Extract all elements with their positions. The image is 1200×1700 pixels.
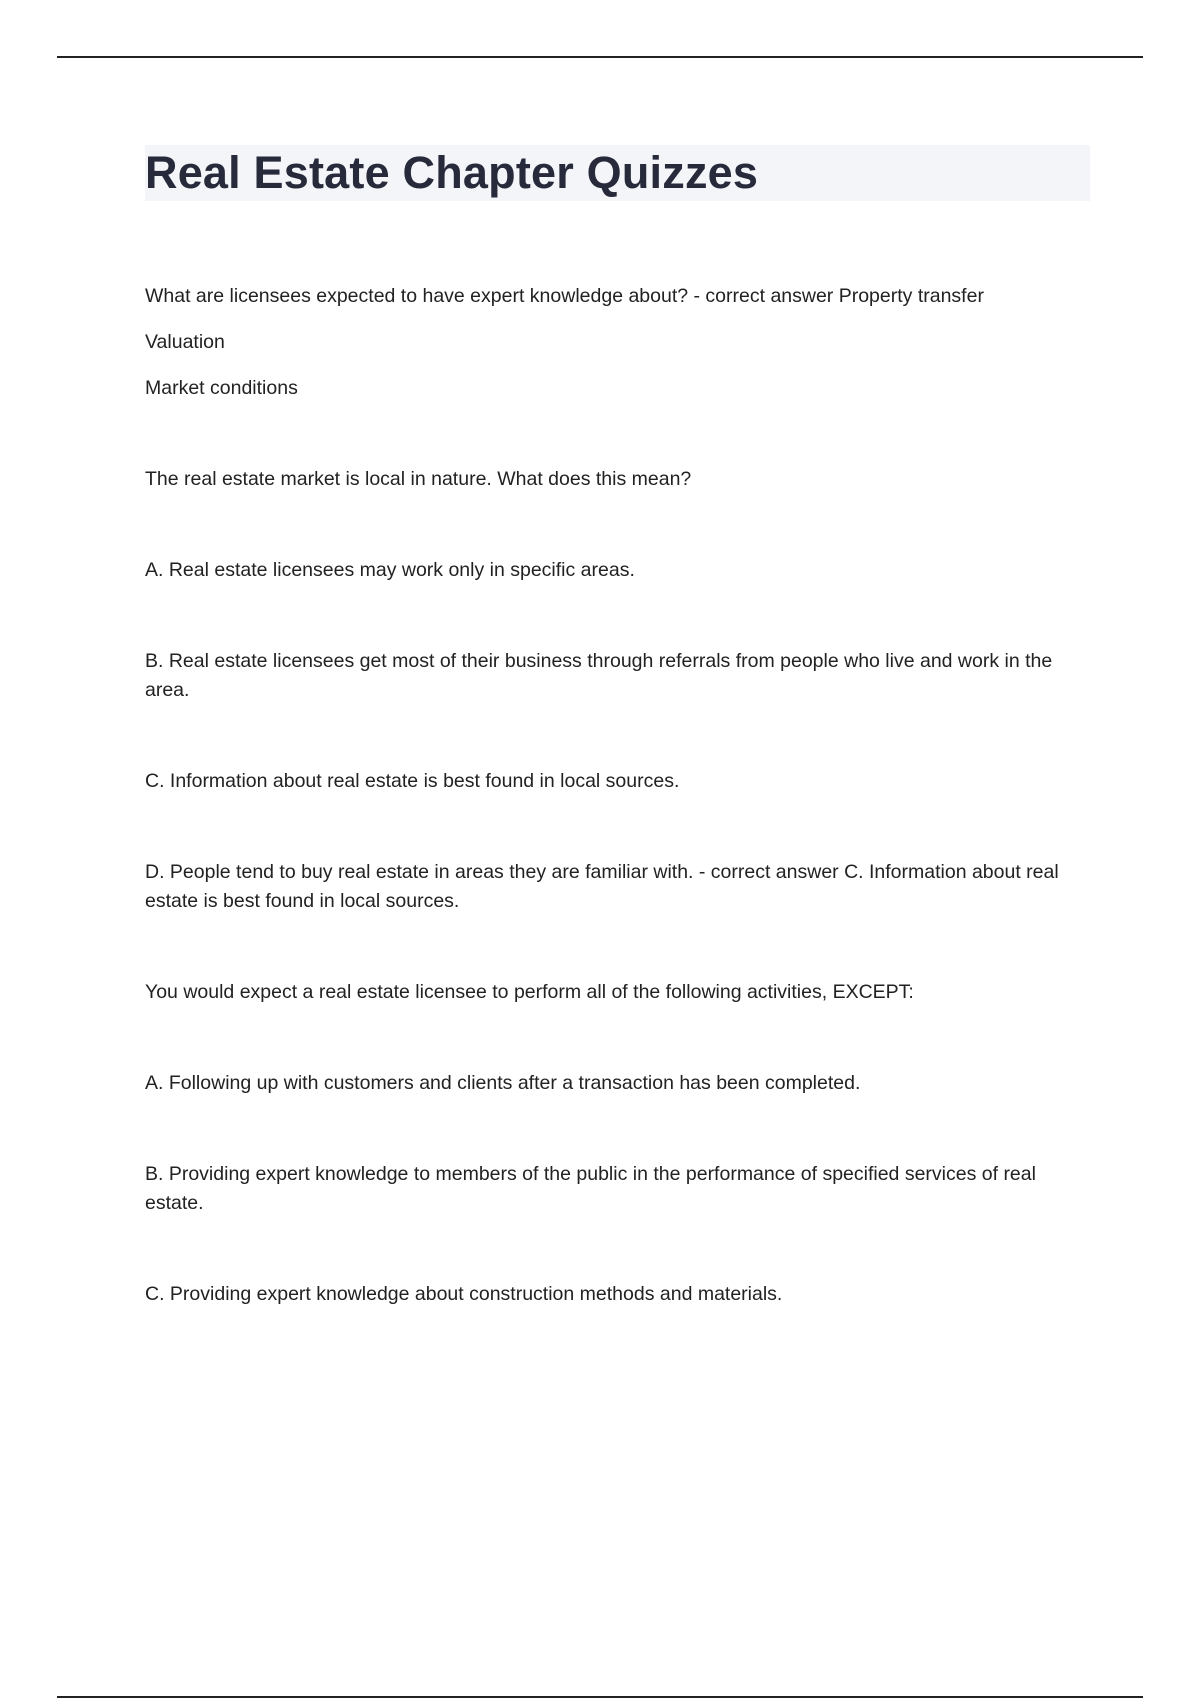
q2-option-a: A. Real estate licensees may work only in specific areas. bbox=[145, 559, 635, 581]
q1-answer-line-3: Market conditions bbox=[145, 377, 298, 399]
bottom-rule bbox=[57, 1696, 1143, 1698]
q2-option-d: D. People tend to buy real estate in areas they are familiar with. - correct answer C. Information about real estate is best found in local sources. bbox=[145, 861, 1059, 912]
q3-option-b: B. Providing expert knowledge to members of the public in the performance of specified services of real estate. bbox=[145, 1163, 1036, 1214]
document-title: Real Estate Chapter Quizzes bbox=[145, 147, 759, 198]
q3-option-c: C. Providing expert knowledge about construction methods and materials. bbox=[145, 1283, 783, 1305]
q1-question: What are licensees expected to have expert knowledge about? - correct answer Property transfer bbox=[145, 285, 984, 307]
q1-answer-line-2: Valuation bbox=[145, 331, 225, 353]
title-bar bbox=[145, 145, 1090, 201]
q3-option-a: A. Following up with customers and clients after a transaction has been completed. bbox=[145, 1072, 861, 1094]
q2-option-c: C. Information about real estate is best found in local sources. bbox=[145, 770, 680, 792]
q2-option-b: B. Real estate licensees get most of their business through referrals from people who live and work in the area. bbox=[145, 650, 1053, 701]
document-body bbox=[145, 145, 1090, 1309]
q3-question: You would expect a real estate licensee to perform all of the following activities, EXCEPT: bbox=[145, 981, 914, 1003]
q2-question: The real estate market is local in nature. What does this mean? bbox=[145, 468, 692, 490]
top-rule bbox=[57, 56, 1143, 58]
